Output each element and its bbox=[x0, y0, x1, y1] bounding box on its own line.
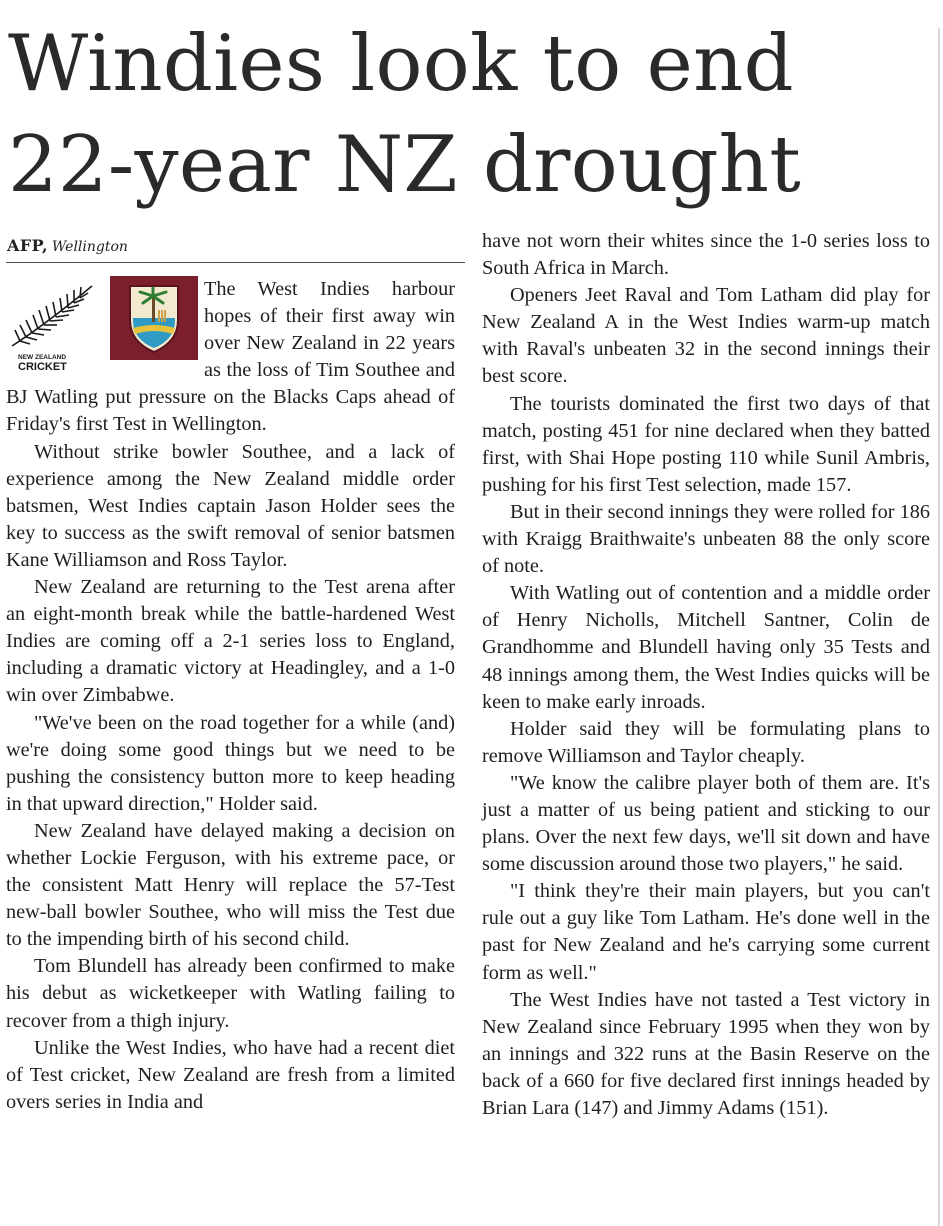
article-paragraph: Holder said they will be formulating plans to remove Williamson and Taylor cheaply. bbox=[482, 717, 930, 767]
headline-line: Windies look to end bbox=[8, 19, 794, 109]
nz-logo-line-1: NEW ZEALAND bbox=[18, 354, 67, 361]
article-paragraph: "I think they're their main players, but you can't rule out a guy like Tom Latham. He's done well in the past for New Zealand and he's carrying some current form as well." bbox=[482, 880, 930, 984]
article-paragraph: The tourists dominated the first two days of that match, posting 451 for nine declared when they batted first, with Shai Hope posting 110 while Sunil Ambris, pushing for his first Test selection, made 157. bbox=[482, 392, 930, 496]
article-column-1 bbox=[6, 276, 455, 1116]
west-indies-crest-icon bbox=[110, 276, 198, 360]
article-paragraph: The West Indies harbour hopes of their first away win over New Zealand in 22 years as the loss of Tim Southee and BJ Watling put pressure on the Blacks Caps ahead of Friday's first Test in Wellington. bbox=[6, 278, 455, 436]
article-paragraph: Openers Jeet Raval and Tom Latham did play for New Zealand A in the West Indies warm-up match with Raval's unbeaten 32 in the second innings their best score. bbox=[482, 284, 930, 388]
headline bbox=[8, 14, 928, 216]
article-paragraph: Unlike the West Indies, who have had a recent diet of Test cricket, New Zealand are fresh from a limited overs series in India and bbox=[6, 1036, 455, 1113]
article-column-2 bbox=[482, 228, 930, 1122]
article-paragraph: Without strike bowler Southee, and a lack of experience among the New Zealand middle order batsmen, West Indies captain Jason Holder sees the key to success as the swift removal of senior batsmen Kane Williamson and Ross Taylor. bbox=[6, 440, 455, 571]
article-paragraph: The West Indies have not tasted a Test victory in New Zealand since February 1995 when they won by an innings and 322 runs at the Basin Reserve on the back of a 660 for five declared first innings headed by Brian Lara (147) and Jimmy Adams (151). bbox=[482, 988, 930, 1119]
article-paragraph: New Zealand have delayed making a decision on whether Lockie Ferguson, with his extreme pace, or the consistent Matt Henry will replace the 57-Test new-ball bowler Southee, who will miss the Test due to the impending birth of his second child. bbox=[6, 819, 455, 951]
byline-divider bbox=[6, 262, 465, 263]
column-rule bbox=[938, 28, 940, 1226]
article-paragraph: New Zealand are returning to the Test arena after an eight-month break while the battle-hardened West Indies are coming off a 2-1 series loss to England, including a dramatic victory at Headingley, and a 1-0 win over Zimbabwe. bbox=[6, 576, 455, 707]
byline bbox=[7, 236, 463, 255]
headline-line: 22-year NZ drought bbox=[8, 120, 801, 210]
logo-group bbox=[6, 276, 204, 380]
article-paragraph: But in their second innings they were rolled for 186 with Kraigg Braithwaite's unbeaten 88 the only score of note. bbox=[482, 500, 930, 578]
article-paragraph: Tom Blundell has already been confirmed to make his debut as wicketkeeper with Watling failing to recover from a thigh injury. bbox=[6, 955, 455, 1032]
nz-logo-line-2: CRICKET bbox=[18, 361, 67, 372]
byline-agency: AFP, bbox=[7, 236, 48, 255]
article-paragraph: "We've been on the road together for a while (and) we're doing some good things but we need to be pushing the consistency button more to keep heading in that upward direction," Holder said. bbox=[6, 711, 455, 815]
article-paragraph: "We know the calibre player both of them are. It's just a matter of us being patient and sticking to our plans. Over the next few days, we'll sit down and have some discussion around those two players," he said. bbox=[482, 771, 930, 876]
article-paragraph: have not worn their whites since the 1-0 series loss to South Africa in March. bbox=[482, 230, 930, 280]
west-indies-logo-badge bbox=[110, 276, 198, 360]
article-paragraph: With Watling out of contention and a middle order of Henry Nicholls, Mitchell Santner, Colin de Grandhomme and Blundell having only 35 Tests and 48 innings among them, the West Indies quicks will be keen to make early inroads. bbox=[482, 582, 930, 713]
nz-cricket-fern-logo bbox=[6, 280, 98, 372]
byline-location: Wellington bbox=[51, 239, 128, 255]
